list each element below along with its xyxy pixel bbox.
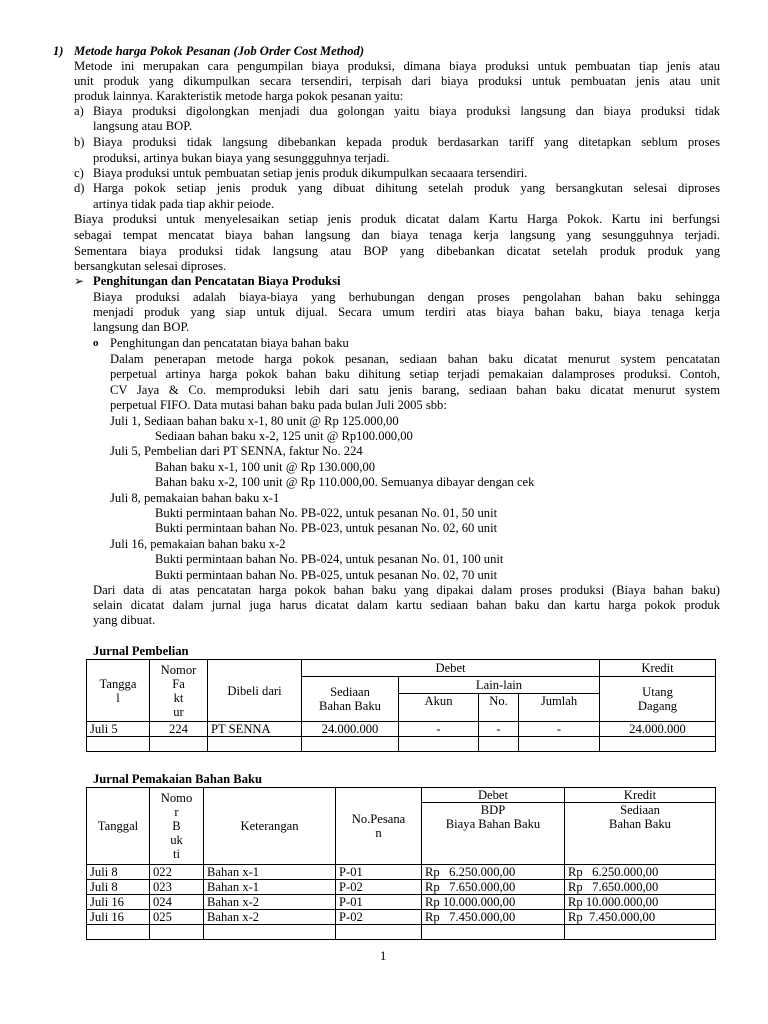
cell-no: -: [479, 722, 519, 737]
list-item-line: Harga pokok setiap jenis produk yang dibuat dihitung setelah produk yang bersangkutan selesai diproses: [93, 181, 720, 195]
header-debet: Debet: [302, 660, 600, 677]
cell-keterangan: Bahan x-2: [204, 895, 336, 910]
cell-nomor: 224: [150, 722, 208, 737]
cell-debet: Rp 7.650.000,00: [422, 880, 565, 895]
cell-nomor: 023: [150, 880, 204, 895]
list-marker: c): [74, 166, 84, 180]
subsection-line: langsung dan BOP.: [93, 320, 190, 334]
subsection-line: menjadi produk yang siap untuk dijual. Secara umum terdiri atas biaya bahan baku, biaya tenaga kerja: [93, 305, 720, 319]
header-lain-lain: Lain-lain: [399, 677, 600, 694]
cell-utang: 24.000.000: [600, 722, 716, 737]
conclusion-line: selain dicatat dalam jurnal juga harus dicatat dalam kartu sediaan bahan baku dan kartu harga pokok produk: [93, 598, 720, 612]
cell-keterangan: Bahan x-2: [204, 910, 336, 925]
header-bdp: BDP Biaya Bahan Baku: [422, 803, 565, 865]
transaction-head: Juli 16, pemakaian bahan baku x-2: [110, 537, 286, 551]
cell-akun: -: [399, 722, 479, 737]
header-no: No.: [479, 694, 519, 722]
cell-dibeli-dari: PT SENNA: [208, 722, 302, 737]
intro-line: unit produk yang dikumpulkan secara tersendiri, terpisah dari biaya produksi untuk pembuatan jenis atau unit: [74, 74, 720, 88]
header-kredit: Kredit: [565, 788, 716, 803]
transaction-detail: Sediaan bahan baku x-2, 125 unit @ Rp100.000,00: [155, 429, 413, 443]
cell-pesanan: P-01: [336, 865, 422, 880]
circle-bullet-icon: o: [93, 337, 99, 349]
table-row-empty: [87, 737, 716, 752]
cell-debet: Rp 6.250.000,00: [422, 865, 565, 880]
subsection-line: Biaya produksi adalah biaya-biaya yang berhubungan dengan proses pengolahan bahan baku sehingga: [93, 290, 720, 304]
header-nomor-faktur: Nomor Fa kt ur: [150, 660, 208, 722]
table-row: [87, 865, 716, 880]
transaction-detail: Bukti permintaan bahan No. PB-023, untuk pesanan No. 02, 60 unit: [155, 521, 498, 535]
cell-nomor: 025: [150, 910, 204, 925]
cell-tanggal: Juli 16: [87, 910, 150, 925]
conclusion-line: Dari data di atas pencatatan harga pokok bahan baku yang dipakai dalam proses produksi (Biaya bahan baku): [93, 583, 720, 597]
header-no-pesanan: No.Pesana n: [336, 788, 422, 865]
header-kredit: Kredit: [600, 660, 716, 677]
cell-kredit: Rp 6.250.000,00: [565, 865, 716, 880]
list-item-line: langsung atau BOP.: [93, 119, 192, 133]
cell-pesanan: P-02: [336, 910, 422, 925]
table-row: [87, 722, 716, 737]
item-line: perpetual FIFO. Data mutasi bahan baku pada bulan Juli 2005 sbb:: [110, 398, 447, 412]
list-item-line: produksi, artinya bukan biaya yang sesunggguhnya terjadi.: [93, 151, 390, 165]
cell-pesanan: P-02: [336, 880, 422, 895]
header-sediaan: Sediaan Bahan Baku: [302, 677, 399, 722]
header-akun: Akun: [399, 694, 479, 722]
section-title: Metode harga Pokok Pesanan (Job Order Cost Method): [74, 44, 365, 58]
cell-tanggal: Juli 16: [87, 895, 150, 910]
subsection-title: Penghitungan dan Pencatatan Biaya Produksi: [93, 274, 341, 288]
table-row: [87, 895, 716, 910]
item-line: CV Jaya & Co. memproduksi lebih dari satu jenis barang, sediaan bahan baku dicatat menurut system: [110, 383, 720, 397]
cell-sediaan: 24.000.000: [302, 722, 399, 737]
arrow-bullet-icon: ➢: [74, 274, 85, 288]
transaction-detail: Bukti permintaan bahan No. PB-022, untuk pesanan No. 01, 50 unit: [155, 506, 498, 520]
cell-kredit: Rp 7.650.000,00: [565, 880, 716, 895]
cell-keterangan: Bahan x-1: [204, 880, 336, 895]
cell-tanggal: Juli 5: [87, 722, 150, 737]
cell-pesanan: P-01: [336, 895, 422, 910]
header-jumlah: Jumlah: [519, 694, 600, 722]
cell-tanggal: Juli 8: [87, 865, 150, 880]
section-number: 1): [53, 44, 64, 58]
item-line: Dalam penerapan metode harga pokok pesanan, sediaan bahan baku dicatat menurut system pencatatan: [110, 352, 720, 366]
closing-line: bersangkutan selesai diproses.: [74, 259, 227, 273]
header-debet: Debet: [422, 788, 565, 803]
cell-nomor: 022: [150, 865, 204, 880]
header-nomor-bukti: Nomo r B uk ti: [150, 788, 204, 865]
cell-keterangan: Bahan x-1: [204, 865, 336, 880]
cell-jumlah: -: [519, 722, 600, 737]
list-item-line: artinya tidak pada tiap akhir peiode.: [93, 197, 275, 211]
header-utang-dagang: Utang Dagang: [600, 677, 716, 722]
header-dibeli-dari: Dibeli dari: [208, 660, 302, 722]
journal-usage-table: [86, 787, 716, 940]
journal-purchase-title: Jurnal Pembelian: [93, 644, 189, 658]
item-title: Penghitungan dan pencatatan biaya bahan baku: [110, 336, 349, 350]
transaction-head: Juli 1, Sediaan bahan baku x-1, 80 unit @ Rp 125.000,00: [110, 414, 399, 428]
header-keterangan: Keterangan: [204, 788, 336, 865]
journal-usage-title: Jurnal Pemakaian Bahan Baku: [93, 772, 263, 786]
table-row: [87, 910, 716, 925]
item-line: perpetual artinya harga pokok bahan baku dihitung setiap terjadi pemakaian dalamproses produksi. Contoh,: [110, 367, 720, 381]
page-number: 1: [380, 949, 387, 963]
closing-line: sebagai tempat mencatat biaya bahan langsung dan biaya tenaga kerja langsung yang sesungguhnya terjadi.: [74, 228, 720, 242]
list-marker: a): [74, 104, 84, 118]
closing-line: Biaya produksi untuk menyelesaikan setiap jenis produk dicatat dalam Kartu Harga Pokok. Kartu ini berfungsi: [74, 212, 720, 226]
cell-tanggal: Juli 8: [87, 880, 150, 895]
list-item-line: Biaya produksi tidak langsung dibebankan kepada produk berdasarkan tariff yang ditetapkan seblum proses: [93, 135, 720, 149]
cell-nomor: 024: [150, 895, 204, 910]
transaction-head: Juli 8, pemakaian bahan baku x-1: [110, 491, 280, 505]
cell-kredit: Rp 10.000.000,00: [565, 895, 716, 910]
journal-purchase-table: [86, 659, 716, 752]
intro-line: Metode ini merupakan cara pengumpilan biaya produksi, dimana biaya produksi untuk pembuatan tiap jenis atau: [74, 59, 720, 73]
transaction-detail: Bahan baku x-2, 100 unit @ Rp 110.000,00. Semuanya dibayar dengan cek: [155, 475, 535, 489]
list-marker: d): [74, 181, 85, 195]
conclusion-line: yang dibuat.: [93, 613, 156, 627]
header-sediaan: Sediaan Bahan Baku: [565, 803, 716, 865]
list-item-line: Biaya produksi digolongkan menjadi dua golongan yaitu biaya produksi langsung dan biaya produksi tidak: [93, 104, 720, 118]
transaction-head: Juli 5, Pembelian dari PT SENNA, faktur No. 224: [110, 444, 363, 458]
cell-debet: Rp 10.000.000,00: [422, 895, 565, 910]
intro-line: produk lainnya. Karakteristik metode harga pokok pesanan yaitu:: [74, 89, 404, 103]
list-item-line: Biaya produksi untuk pembuatan setiap jenis produk dikumpulkan secaaara tersendiri.: [93, 166, 528, 180]
table-row-empty: [87, 925, 716, 940]
header-tanggal: Tanggal: [87, 788, 150, 865]
cell-debet: Rp 7.450.000,00: [422, 910, 565, 925]
table-row: [87, 880, 716, 895]
transaction-detail: Bahan baku x-1, 100 unit @ Rp 130.000,00: [155, 460, 376, 474]
closing-line: Sementara biaya produksi tidak langsung atau BOP yang dibebankan dicatat setelah produk produk yang: [74, 244, 720, 258]
header-tanggal: Tangga l: [87, 660, 150, 722]
transaction-detail: Bukti permintaan bahan No. PB-025, untuk pesanan No. 02, 70 unit: [155, 568, 498, 582]
list-marker: b): [74, 135, 85, 149]
transaction-detail: Bukti permintaan bahan No. PB-024, untuk pesanan No. 01, 100 unit: [155, 552, 504, 566]
cell-kredit: Rp 7.450.000,00: [565, 910, 716, 925]
